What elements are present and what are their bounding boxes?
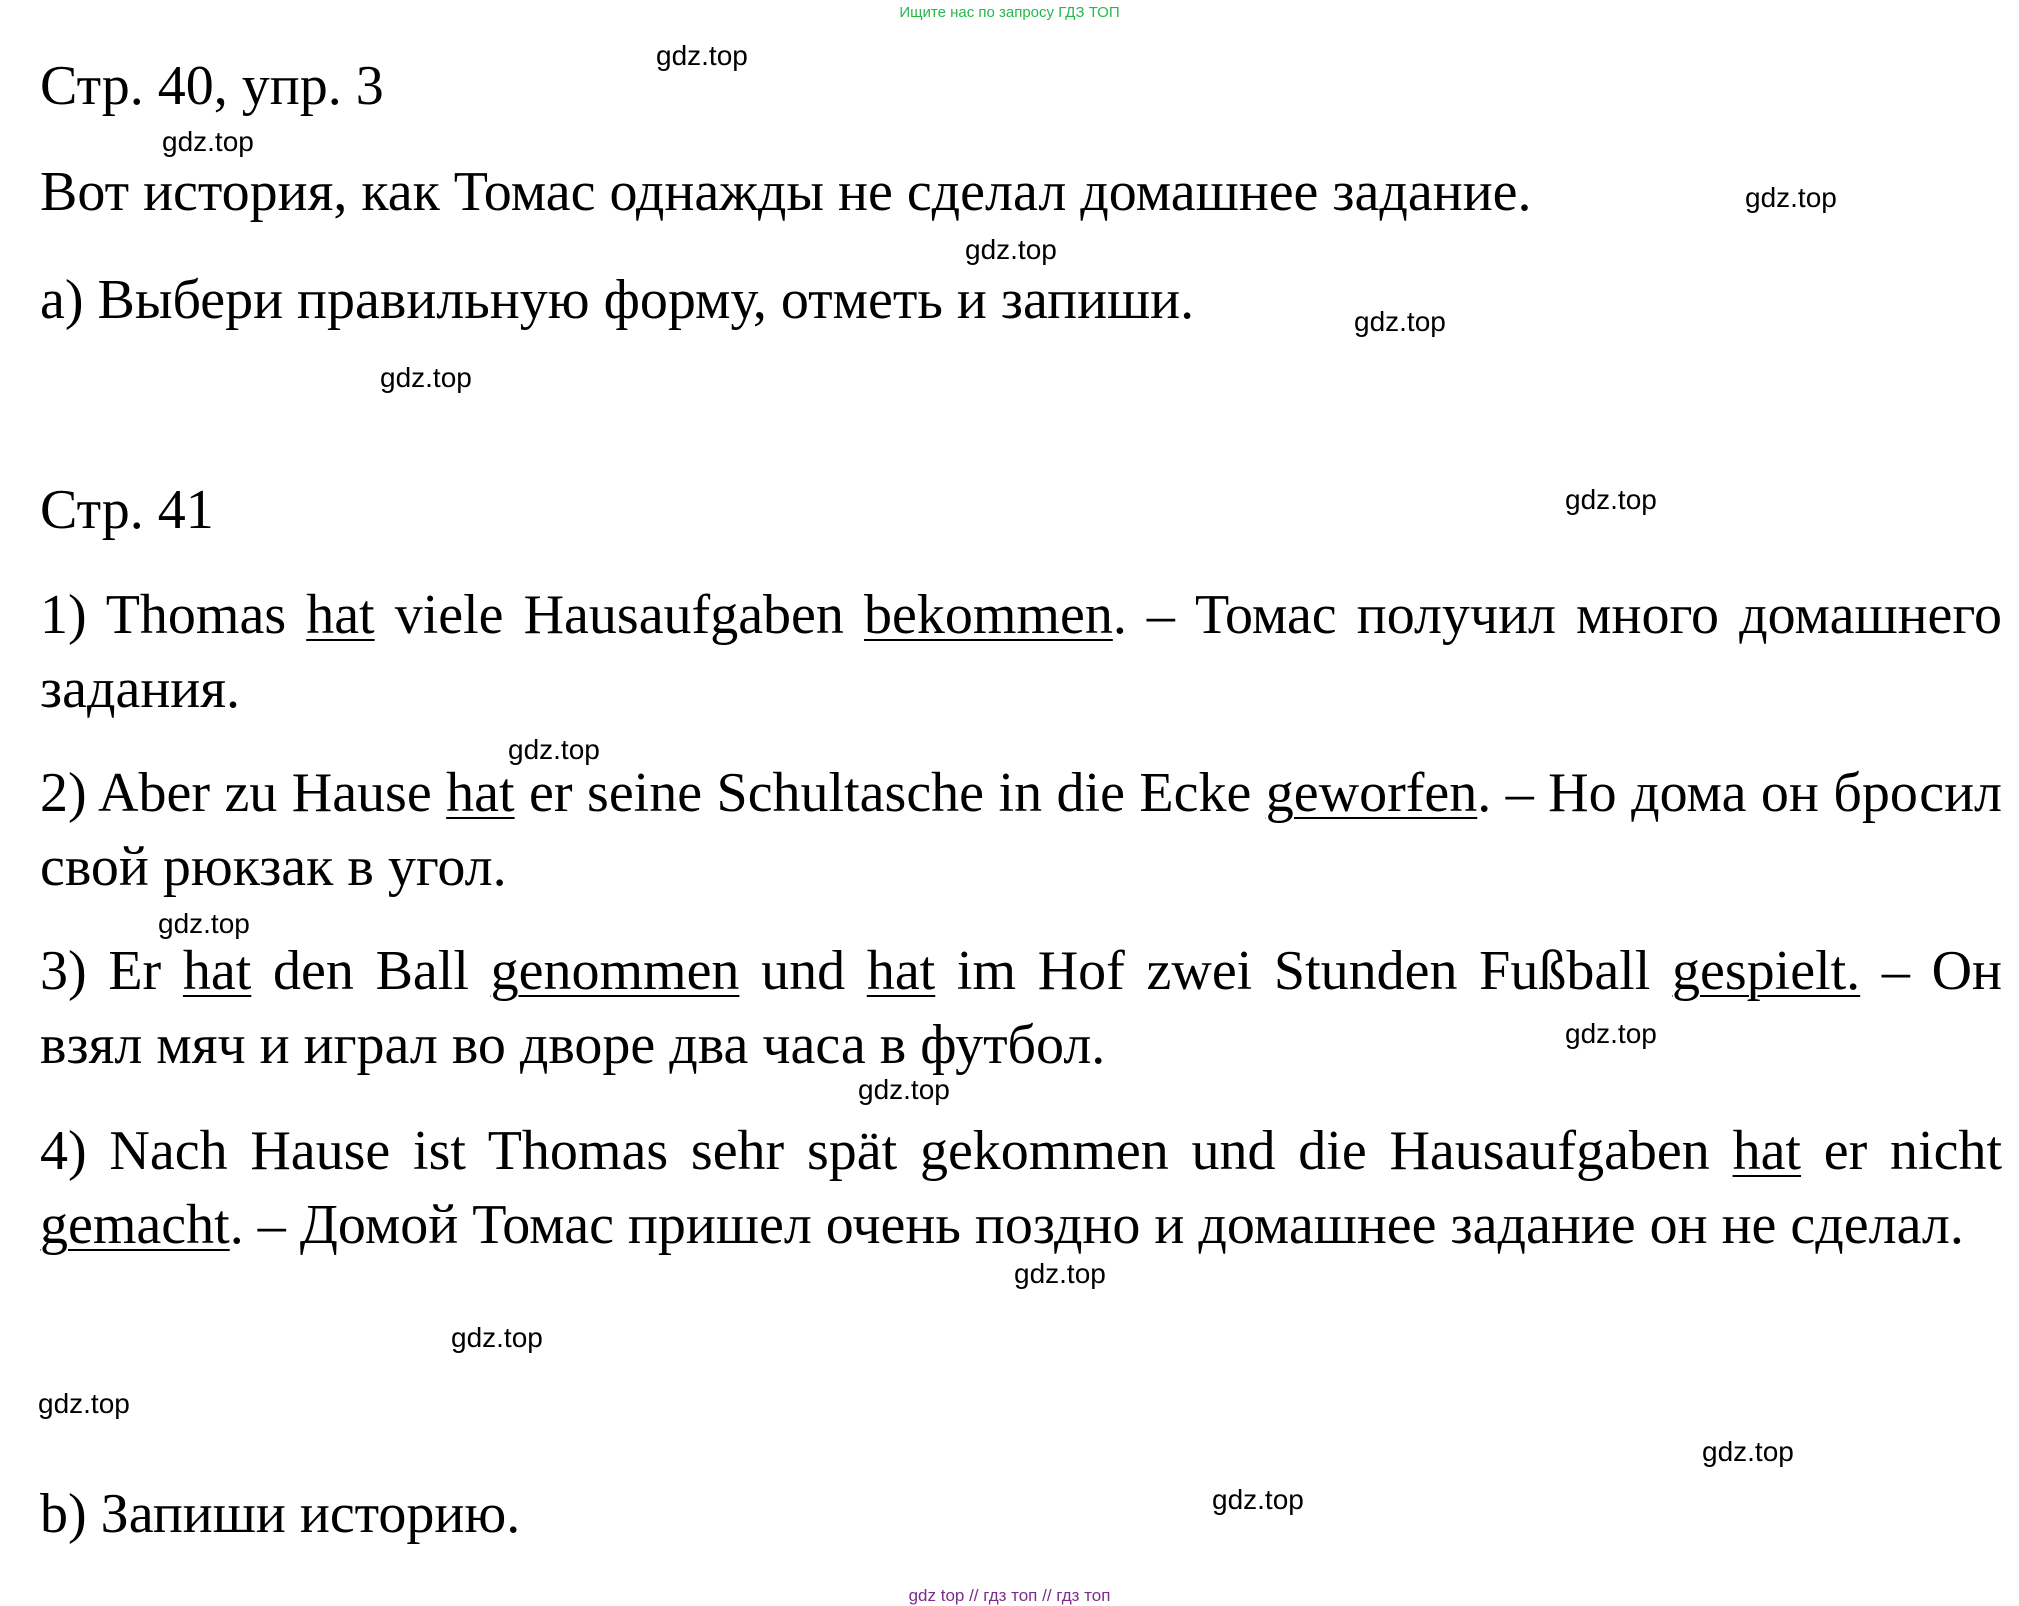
watermark: gdz.top [1014,1258,1106,1289]
watermark: gdz.top [656,40,748,71]
watermark: gdz.top [1354,306,1446,337]
task-a: a) Выбери правильную форму, отметь и запиши. [40,269,1195,331]
watermark: gdz.top [508,734,600,765]
sentence-3-answer-2: genommen [490,940,740,1002]
sentence-3-part-2: den Ball [251,940,491,1002]
watermark: gdz.top [1702,1436,1794,1467]
sentence-4-answer-1: hat [1732,1120,1801,1182]
page-heading: Стр. 40, упр. 3 [40,55,384,117]
sentence-3-answer-4: gespielt. [1672,940,1861,1002]
watermark: gdz.top [858,1074,950,1105]
sentence-3-part-1: 3) Er [40,940,183,1002]
sentence-4-part-2: er nicht [1800,1120,2002,1182]
watermark: gdz.top [1212,1484,1304,1515]
sentence-3-answer-3: hat [866,940,936,1002]
watermark: gdz.top [38,1388,130,1419]
sentence-2-part-3: . – Но дома он бросил свой рюкзак в угол. [40,762,2002,898]
intro-text: Вот история, как Томас однажды не сделал домашнее задание. [40,161,1532,223]
sentence-3-part-3: und [739,940,867,1002]
sentence-1-answer-1: hat [306,584,375,646]
sentence-1-part-3: . – Томас получил много домашнего задания. [40,584,2002,720]
sentence-3-part-4: im Hof zwei Stunden Fußball [935,940,1672,1002]
page-heading-2: Стр. 41 [40,479,214,541]
sentence-3-answer-1: hat [182,940,252,1002]
sentence-2-answer-2: geworfen [1265,762,1478,824]
footer-links: gdz top // гдз топ // гдз топ [908,1586,1111,1605]
watermark: gdz.top [1565,1018,1657,1049]
sentence-2-answer-1: hat [446,762,515,824]
sentence-2-part-1: 2) Aber zu Hause [40,762,447,824]
sentence-3 [40,934,2002,1082]
watermark: gdz.top [380,362,472,393]
sentence-1-answer-2: bekommen [863,584,1113,646]
watermark: gdz.top [162,126,254,157]
sentence-2-part-2: er seine Schultasche in die Ecke [514,762,1266,824]
watermark: gdz.top [965,234,1057,265]
watermark: gdz.top [1565,484,1657,515]
sentence-4-part-3: . – Домой Томас пришел очень поздно и домашнее задание он не сделал. [229,1194,1964,1256]
watermark: gdz.top [451,1322,543,1353]
sentence-4-part-1: 4) Nach Hause ist Thomas sehr spät gekommen und die Hausaufgaben [40,1120,1733,1182]
watermark: gdz.top [1745,182,1837,213]
sentence-4 [40,1114,2002,1262]
sentence-1-part-1: 1) Thomas [40,584,307,646]
sentence-1-part-2: viele Hausaufgaben [374,584,864,646]
top-banner: Ищите нас по запросу ГДЗ ТОП [899,4,1120,21]
watermark: gdz.top [158,908,250,939]
sentence-4-answer-2: gemacht [40,1194,230,1256]
sentence-1 [40,578,2002,726]
task-b: b) Запиши историю. [40,1483,521,1545]
sentence-2 [40,756,2002,904]
sentence-3-part-5: – Он взял мяч и играл во дворе два часа в футбол. [40,940,2002,1076]
